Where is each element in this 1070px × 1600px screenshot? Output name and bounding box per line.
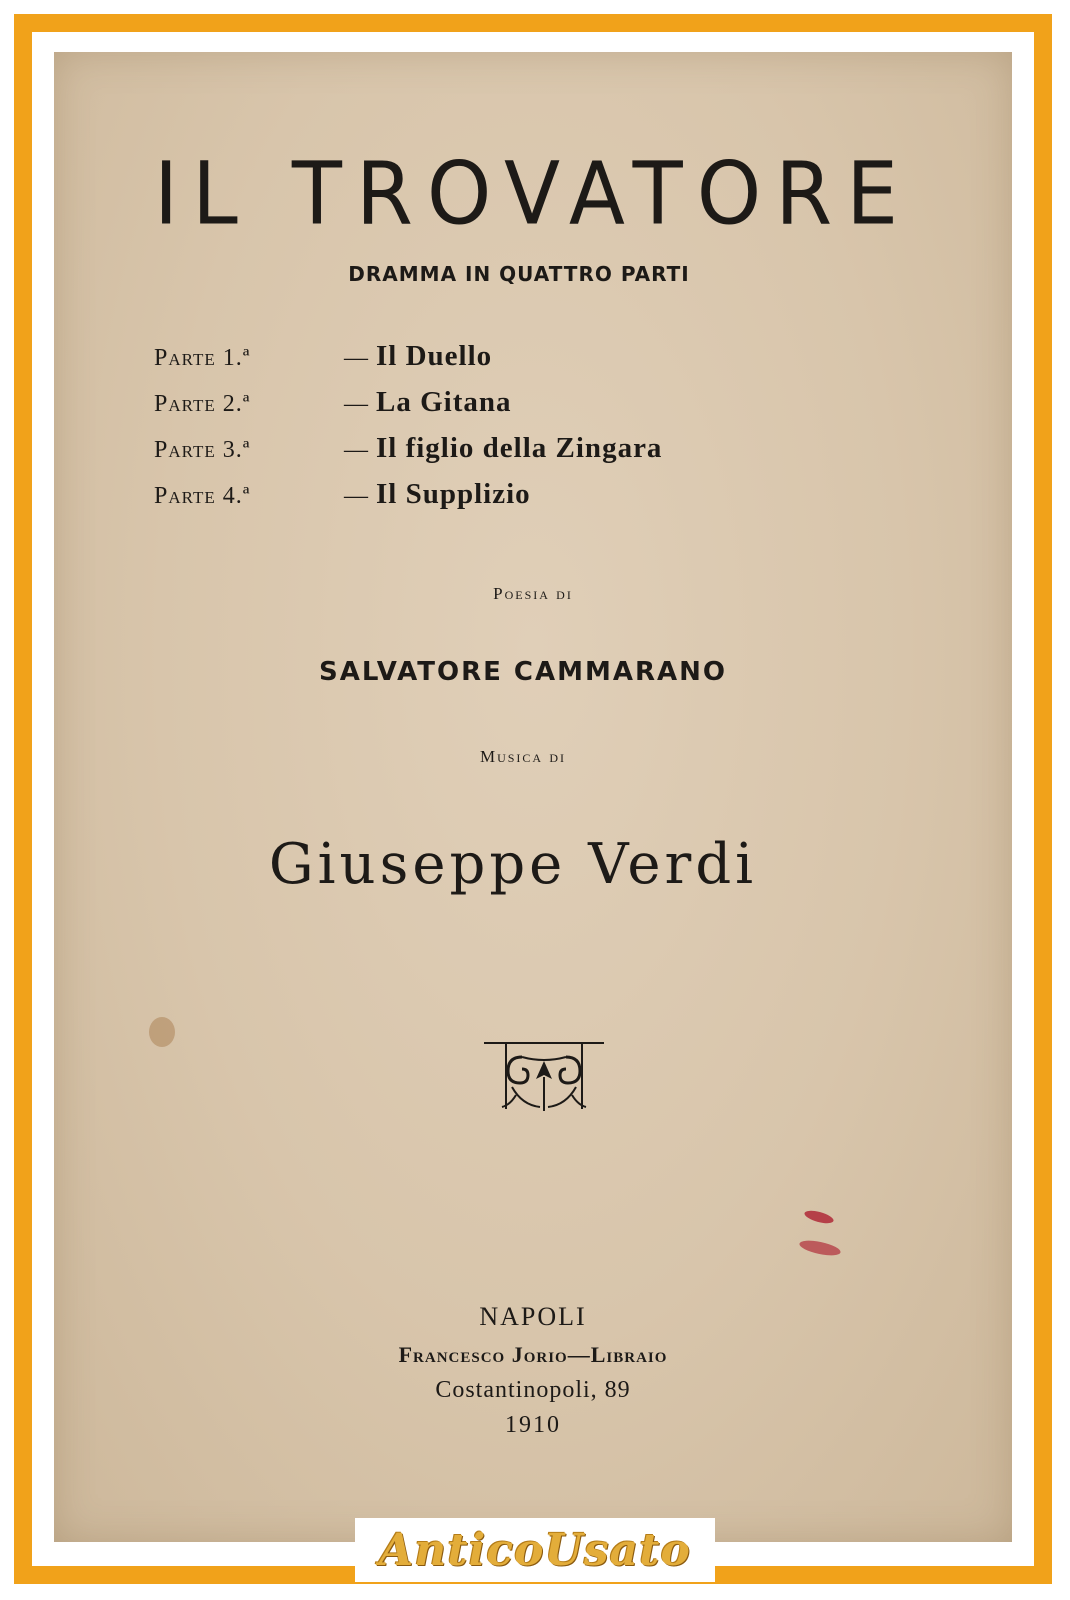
part-name: Il Supplizio (376, 478, 531, 510)
part-dash: — (344, 483, 368, 509)
part-row (154, 478, 662, 524)
red-mark (803, 1208, 835, 1225)
part-name: Il Duello (376, 340, 493, 372)
imprint-address: Costantinopoli, 89 (435, 1377, 631, 1403)
watermark-logo (355, 1518, 715, 1582)
composer-name: Giuseppe Verdi (268, 832, 758, 897)
part-row (154, 432, 662, 478)
part-name: La Gitana (376, 386, 512, 418)
opera-subtitle: DRAMMA IN QUATTRO PARTI (348, 262, 690, 286)
part-label: Parte 2.ª (154, 391, 251, 417)
part-dash: — (344, 345, 368, 371)
red-mark (798, 1238, 842, 1258)
paper-stain (149, 1017, 175, 1047)
imprint-year: 1910 (505, 1412, 561, 1438)
part-label: Parte 4.ª (154, 483, 251, 509)
parts-list (154, 340, 662, 524)
part-row (154, 386, 662, 432)
ornament-icon (482, 1037, 606, 1119)
libretto-cover (54, 52, 1012, 1542)
part-label: Parte 3.ª (154, 437, 251, 463)
librettist-name: SALVATORE CAMMARANO (318, 657, 728, 687)
imprint-publisher: Francesco Jorio—Libraio (398, 1342, 668, 1367)
part-label: Parte 1.ª (154, 345, 251, 371)
poesia-label: Poesia di (493, 584, 573, 603)
musica-label: Musica di (479, 747, 567, 766)
opera-title: IL TROVATORE (153, 144, 913, 245)
part-name: Il figlio della Zingara (376, 432, 663, 464)
imprint-city: NAPOLI (479, 1302, 587, 1331)
part-row (154, 340, 662, 386)
watermark-text: AnticoUsato (379, 1524, 691, 1576)
part-dash: — (344, 391, 368, 417)
part-dash: — (344, 437, 368, 463)
